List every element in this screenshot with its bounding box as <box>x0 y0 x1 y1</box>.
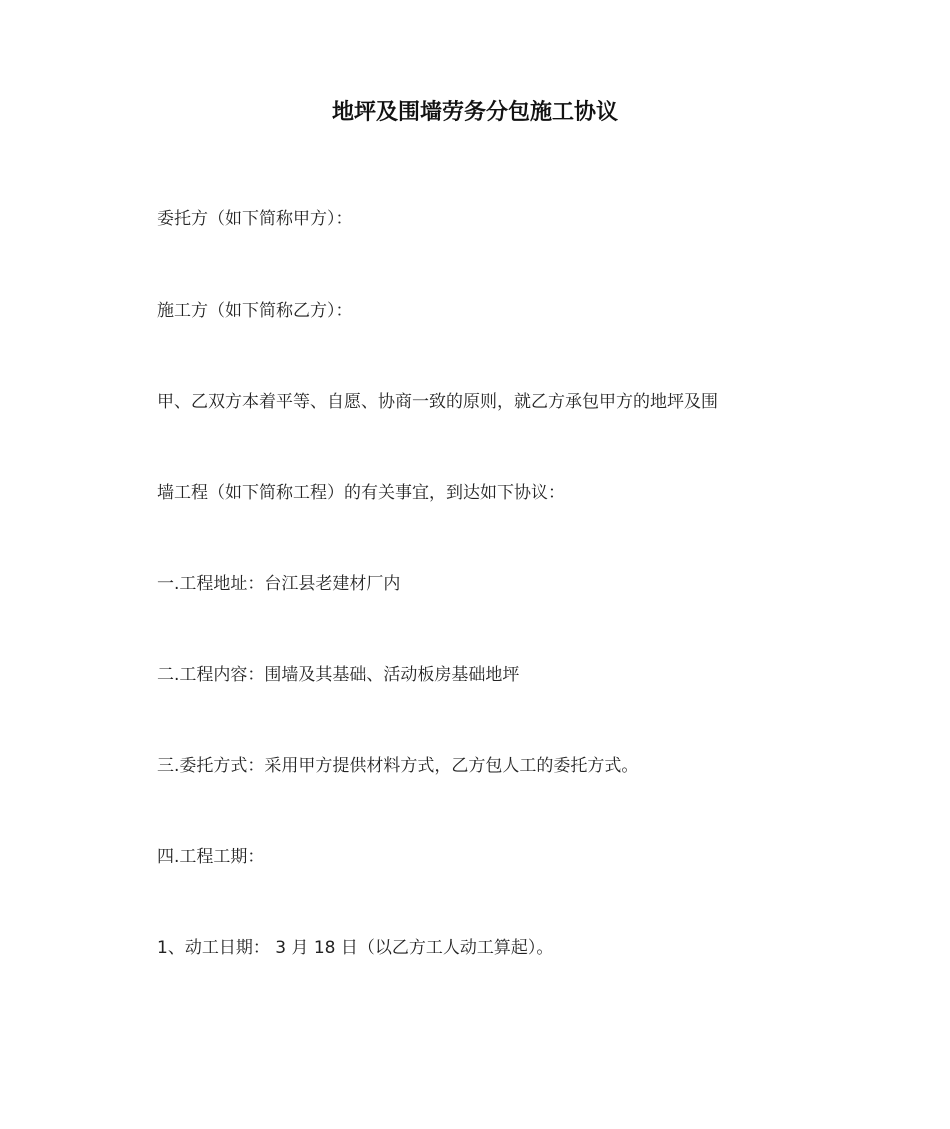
preamble-line-1: 甲、乙双方本着平等、自愿、协商一致的原则，就乙方承包甲方的地坪及围 <box>157 392 718 412</box>
clause-commission-method: 三.委托方式：采用甲方提供材料方式，乙方包人工的委托方式。 <box>157 756 639 776</box>
clause-project-content: 二.工程内容：围墙及其基础、活动板房基础地坪 <box>157 665 520 685</box>
preamble-line-2: 墙工程（如下简称工程）的有关事宜，到达如下协议： <box>157 483 565 503</box>
clause-start-date: 1、动工日期： 3 月 18 日（以乙方工人动工算起）。 <box>157 938 554 958</box>
party-a-line: 委托方（如下简称甲方）： <box>157 209 353 229</box>
clause-project-address: 一.工程地址：台江县老建材厂内 <box>157 574 401 594</box>
party-b-line: 施工方（如下简称乙方）： <box>157 301 353 321</box>
clause-project-schedule: 四.工程工期： <box>157 847 265 867</box>
document-title: 地坪及围墙劳务分包施工协议 <box>331 100 618 125</box>
